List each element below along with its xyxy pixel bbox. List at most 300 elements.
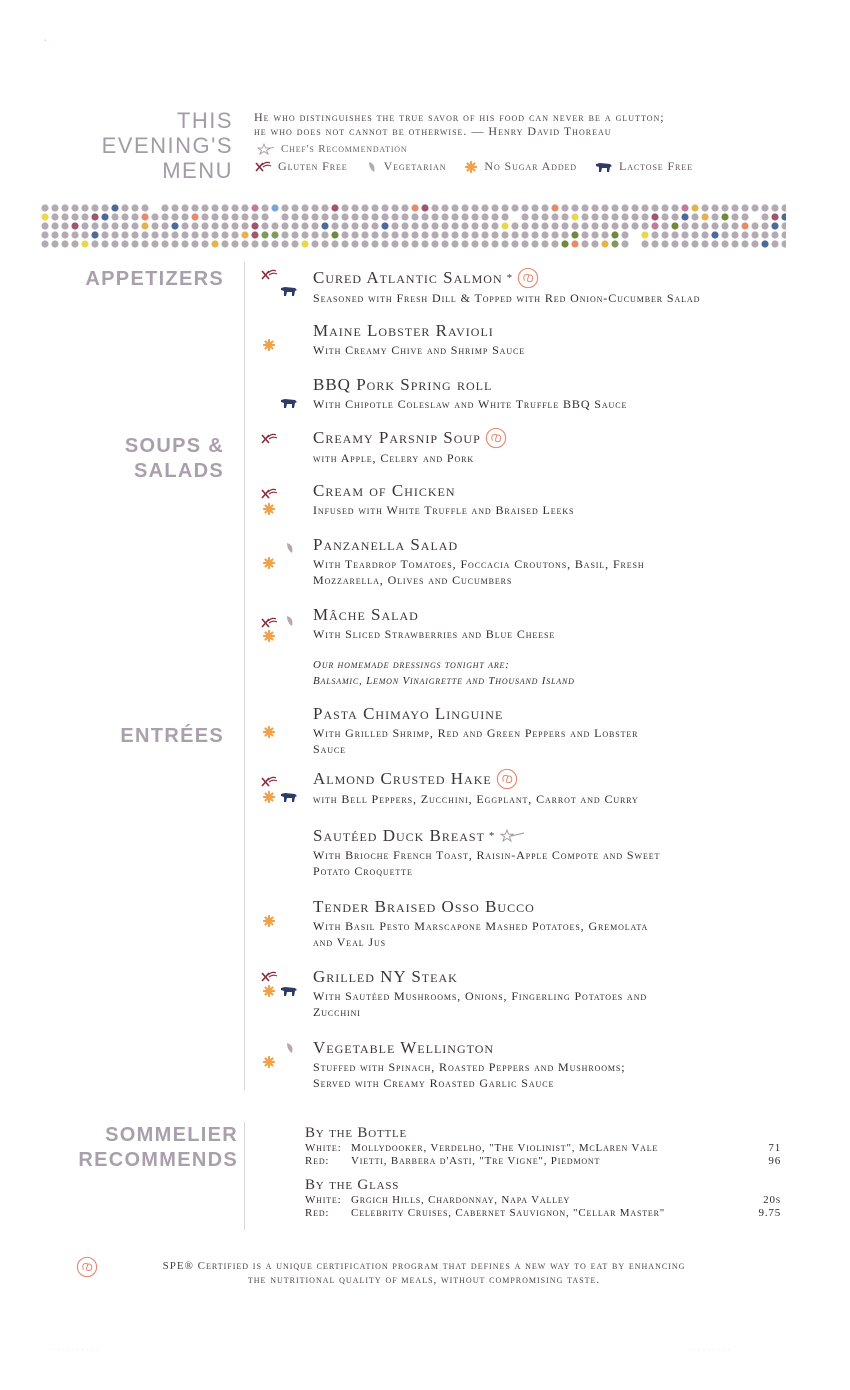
decorative-dot <box>61 213 68 220</box>
decorative-dot <box>541 222 548 229</box>
legend-gluten-free <box>254 159 348 174</box>
item-description-line-2: Mozzarella, Olives and Cucumbers <box>313 573 513 587</box>
decorative-dot <box>211 240 218 247</box>
decorative-dot <box>241 231 248 238</box>
sommelier-heading-line-2: RECOMMENDS <box>78 1149 238 1171</box>
decorative-dot <box>451 231 458 238</box>
decorative-dot <box>421 213 428 220</box>
decorative-dot <box>251 204 258 211</box>
decorative-dot <box>201 222 208 229</box>
item-description-line-1: With Brioche French Toast, Raisin-Apple Compote and Sweet <box>313 848 661 862</box>
no-sugar-flower-icon <box>262 629 276 643</box>
decorative-dot <box>771 204 778 211</box>
decorative-dot <box>41 240 48 247</box>
decorative-dot <box>71 231 78 238</box>
decorative-dot <box>391 231 398 238</box>
no-sugar-flower-icon <box>262 1055 276 1069</box>
decorative-dot <box>771 240 778 247</box>
decorative-dot <box>731 240 738 247</box>
decorative-dot <box>421 204 428 211</box>
decorative-dot <box>701 240 708 247</box>
lactose-free-cow-icon <box>595 160 613 174</box>
menu-item-duck-breast <box>313 826 773 879</box>
decorative-dot <box>781 231 786 238</box>
decorative-dot <box>551 213 558 220</box>
item-description-line-2: Sauce <box>313 742 346 756</box>
decorative-dot <box>171 231 178 238</box>
decorative-dot <box>581 204 588 211</box>
decorative-dot <box>721 231 728 238</box>
chef-label: Chef's Recommendation <box>281 143 408 155</box>
osso-diet-icons <box>260 914 300 948</box>
decorative-dot <box>481 222 488 229</box>
decorative-dot <box>431 231 438 238</box>
vegetarian-leaf-icon <box>366 160 378 174</box>
decorative-dot <box>671 240 678 247</box>
decorative-dot <box>491 240 498 247</box>
decorative-dot <box>121 204 128 211</box>
wine-by-glass <box>305 1176 781 1220</box>
decorative-dot <box>621 204 628 211</box>
decorative-dot <box>241 204 248 211</box>
decorative-dot <box>471 222 478 229</box>
chef-star-icon <box>499 829 525 843</box>
decorative-dot <box>591 222 598 229</box>
decorative-dot <box>521 222 528 229</box>
decorative-dot <box>251 231 258 238</box>
decorative-dot <box>451 213 458 220</box>
item-description-line-1: With Grilled Shrimp, Red and Green Peppers and Lobster <box>313 726 639 740</box>
decorative-dot <box>211 222 218 229</box>
decorative-dot <box>241 213 248 220</box>
decorative-dot <box>691 231 698 238</box>
decorative-dot <box>51 231 58 238</box>
decorative-dot <box>491 231 498 238</box>
decorative-dot <box>251 240 258 247</box>
decorative-dot <box>141 222 148 229</box>
decorative-dot <box>681 231 688 238</box>
decorative-dot <box>231 213 238 220</box>
wine-name: Grgich Hills, Chardonnay, Napa Valley <box>351 1194 571 1206</box>
decorative-dot <box>121 213 128 220</box>
no-sugar-flower-icon <box>262 914 276 928</box>
decorative-dot <box>141 240 148 247</box>
decorative-dot <box>721 204 728 211</box>
wine-price: 96 <box>768 1155 781 1167</box>
decorative-dot <box>61 240 68 247</box>
item-name: BBQ Pork Spring roll <box>313 375 493 394</box>
decorative-dot <box>391 240 398 247</box>
no-sugar-flower-icon <box>262 984 276 998</box>
decorative-dot <box>411 231 418 238</box>
decorative-dot <box>141 231 148 238</box>
chicken-diet-icons <box>260 487 300 521</box>
decorative-dot <box>461 222 468 229</box>
decorative-dot <box>181 204 188 211</box>
dietary-legend <box>254 159 693 174</box>
decorative-dot <box>301 213 308 220</box>
decorative-dot <box>471 204 478 211</box>
decorative-dot <box>741 240 748 247</box>
decorative-dot <box>611 231 618 238</box>
decorative-dot <box>231 222 238 229</box>
decorative-dot <box>401 204 408 211</box>
decorative-dot <box>331 213 338 220</box>
decorative-dot <box>671 204 678 211</box>
decorative-dot <box>471 240 478 247</box>
decorative-dot <box>391 213 398 220</box>
decorative-dot <box>491 204 498 211</box>
decorative-dot <box>771 213 778 220</box>
decorative-dot <box>641 204 648 211</box>
decorative-dot <box>731 222 738 229</box>
panzanella-diet-icons <box>260 541 300 575</box>
decorative-dot <box>541 240 548 247</box>
decorative-dot <box>651 222 658 229</box>
column-divider-top <box>244 262 245 700</box>
decorative-dot <box>551 240 558 247</box>
decorative-dot <box>81 213 88 220</box>
decorative-dot <box>221 222 228 229</box>
dressings-line-2: Balsamic, Lemon Vinaigrette and Thousand Island <box>313 675 575 687</box>
decorative-dot <box>611 222 618 229</box>
decorative-dot <box>61 204 68 211</box>
decorative-dot <box>751 222 758 229</box>
legend-no-sugar-label: No Sugar Added <box>484 159 577 173</box>
decorative-dot <box>581 222 588 229</box>
gluten-free-icon <box>260 775 278 789</box>
decorative-dot <box>551 231 558 238</box>
decorative-dot <box>101 222 108 229</box>
decorative-dot <box>331 222 338 229</box>
decorative-dot <box>401 213 408 220</box>
decorative-dot <box>401 231 408 238</box>
section-appetizers: APPETIZERS <box>85 268 224 290</box>
decorative-dot <box>421 240 428 247</box>
decorative-dot <box>661 213 668 220</box>
decorative-dot <box>91 213 98 220</box>
decorative-dot <box>511 231 518 238</box>
mache-diet-icons <box>260 614 300 648</box>
decorative-dot <box>91 222 98 229</box>
decorative-dot <box>231 231 238 238</box>
item-name: Vegetable Wellington <box>313 1038 495 1057</box>
decorative-dot <box>761 213 768 220</box>
column-divider-wine <box>244 1122 245 1230</box>
decorative-dot <box>281 204 288 211</box>
decorative-dot <box>321 222 328 229</box>
item-name: Tender Braised Osso Bucco <box>313 897 535 916</box>
wine-price: 71 <box>768 1142 781 1154</box>
item-description-line-1: With Teardrop Tomatoes, Foccacia Croutons, Basil, Fresh <box>313 557 645 571</box>
decorative-dot <box>271 231 278 238</box>
decorative-dot <box>621 240 628 247</box>
wine-price: 20s <box>763 1194 781 1206</box>
column-divider-entrees <box>244 700 245 1090</box>
title-line-2: EVENING'S <box>101 133 233 158</box>
decorative-dot <box>501 204 508 211</box>
decorative-dot <box>711 231 718 238</box>
decorative-dot <box>651 231 658 238</box>
item-description-line-1: With Sautéed Mushrooms, Onions, Fingerling Potatoes and <box>313 989 648 1003</box>
decorative-dot <box>581 231 588 238</box>
lactose-free-cow-icon <box>280 984 298 998</box>
title-line-3: MENU <box>162 158 233 183</box>
decorative-dot <box>491 222 498 229</box>
decorative-dot <box>151 231 158 238</box>
decorative-dot <box>71 204 78 211</box>
gluten-free-icon <box>260 487 278 501</box>
decorative-dot <box>781 222 786 229</box>
decorative-dot <box>311 231 318 238</box>
gluten-free-icon <box>260 432 278 446</box>
quote-line-2: he who does not cannot be otherwise. — Henry David Thoreau <box>254 124 612 138</box>
item-name: Almond Crusted Hake <box>313 769 492 788</box>
decorative-dot <box>441 240 448 247</box>
decorative-dot <box>461 231 468 238</box>
decorative-dot <box>521 204 528 211</box>
soups-heading-line-1: SOUPS & <box>124 435 224 457</box>
decorative-dot <box>611 213 618 220</box>
decorative-dot <box>681 240 688 247</box>
decorative-dot <box>361 222 368 229</box>
wine-row <box>305 1155 781 1168</box>
menu-item-vegetable-wellington <box>313 1038 773 1091</box>
decorative-dot <box>391 204 398 211</box>
decorative-dot <box>481 231 488 238</box>
decorative-dot <box>191 222 198 229</box>
decorative-dot <box>181 222 188 229</box>
decorative-dot <box>401 222 408 229</box>
decorative-dot <box>261 231 268 238</box>
decorative-dot <box>201 204 208 211</box>
decorative-dot <box>191 240 198 247</box>
decorative-dot <box>441 213 448 220</box>
decorative-dot <box>311 222 318 229</box>
decorative-dot <box>41 204 48 211</box>
decorative-dot <box>321 240 328 247</box>
decorative-dot <box>541 204 548 211</box>
decorative-dot <box>591 204 598 211</box>
decorative-dot <box>131 231 138 238</box>
decorative-dot <box>231 240 238 247</box>
item-name: Cured Atlantic Salmon <box>313 268 503 287</box>
decorative-dot <box>771 231 778 238</box>
decorative-dot <box>521 213 528 220</box>
decorative-dot <box>531 204 538 211</box>
decorative-dot <box>111 240 118 247</box>
decorative-dot <box>501 231 508 238</box>
title-line-1: THIS <box>176 108 233 133</box>
gluten-free-icon <box>260 616 278 630</box>
decorative-dot <box>761 204 768 211</box>
decorative-dot <box>151 240 158 247</box>
decorative-dot <box>71 222 78 229</box>
decorative-dot <box>751 231 758 238</box>
pasta-diet-icons <box>260 725 300 759</box>
wine-type: Red: <box>305 1207 330 1219</box>
decorative-dot <box>661 240 668 247</box>
decorative-dot <box>641 240 648 247</box>
item-name: Maine Lobster Ravioli <box>313 321 494 340</box>
decorative-dot <box>121 240 128 247</box>
section-entrees: ENTRÉES <box>120 725 224 747</box>
decorative-dot <box>41 222 48 229</box>
decorative-dot <box>401 240 408 247</box>
spe-certified-icon <box>496 768 518 790</box>
decorative-dot <box>301 240 308 247</box>
decorative-dot <box>621 213 628 220</box>
decorative-dot <box>711 204 718 211</box>
decorative-dot <box>531 222 538 229</box>
decorative-dot <box>211 231 218 238</box>
decorative-dot <box>461 213 468 220</box>
legend-lactose-label: Lactose Free <box>618 159 693 173</box>
item-name: Creamy Parsnip Soup <box>313 428 481 447</box>
decorative-dot <box>481 240 488 247</box>
decorative-dot <box>121 222 128 229</box>
decorative-dot <box>351 222 358 229</box>
decorative-dot <box>721 240 728 247</box>
sommelier-heading-line-1: SOMMELIER <box>105 1124 238 1146</box>
item-name: Sautéed Duck Breast <box>313 826 485 845</box>
scan-mark: • . <box>44 36 52 45</box>
spe-certified-icon <box>76 1256 98 1278</box>
decorative-dot <box>641 213 648 220</box>
decorative-dot <box>211 213 218 220</box>
lactose-free-cow-icon <box>280 790 298 804</box>
no-sugar-flower-icon <box>464 160 478 174</box>
decorative-dot <box>41 231 48 238</box>
decorative-dot <box>161 204 168 211</box>
decorative-dot <box>111 204 118 211</box>
decorative-dot <box>171 213 178 220</box>
decorative-dot <box>381 213 388 220</box>
decorative-dot <box>441 204 448 211</box>
menu-item-almond-hake <box>313 768 773 807</box>
decorative-dot <box>261 213 268 220</box>
decorative-dot <box>631 213 638 220</box>
decorative-dot <box>771 222 778 229</box>
wine-price: 9.75 <box>758 1207 781 1219</box>
decorative-dot <box>601 222 608 229</box>
item-description: Infused with White Truffle and Braised Leeks <box>313 503 575 517</box>
lactose-free-cow-icon <box>280 396 298 410</box>
decorative-dot <box>701 204 708 211</box>
menu-item-parsnip-soup <box>313 427 773 466</box>
decorative-dot <box>231 204 238 211</box>
decorative-dot <box>781 240 786 247</box>
parsnip-diet-icons <box>260 432 300 466</box>
menu-item-lobster-ravioli <box>313 321 773 358</box>
vegetarian-leaf-icon <box>284 614 296 628</box>
decorative-dot <box>761 240 768 247</box>
decorative-dot <box>381 240 388 247</box>
wine-bottle-heading: By the Bottle <box>305 1125 408 1141</box>
decorative-dot <box>101 231 108 238</box>
item-description: Seasoned with Fresh Dill & Topped with Red Onion-Cucumber Salad <box>313 291 701 305</box>
decorative-dot <box>331 204 338 211</box>
decorative-dot <box>651 213 658 220</box>
dressings-line-1: Our homemade dressings tonight are: <box>313 659 510 671</box>
item-name: Grilled NY Steak <box>313 967 458 986</box>
decorative-dot <box>381 231 388 238</box>
decorative-dot <box>451 222 458 229</box>
legend-no-sugar <box>464 159 577 174</box>
decorative-dot <box>341 231 348 238</box>
decorative-dot <box>311 204 318 211</box>
soups-heading-line-2: SALADS <box>133 460 224 482</box>
decorative-dot <box>111 231 118 238</box>
decorative-dot <box>571 204 578 211</box>
decorative-dot <box>41 213 48 220</box>
decorative-dot <box>381 222 388 229</box>
decorative-dot <box>351 240 358 247</box>
steak-diet-icons <box>260 970 300 1004</box>
decorative-dot <box>291 222 298 229</box>
decorative-dot <box>541 213 548 220</box>
decorative-dot <box>591 213 598 220</box>
decorative-dot <box>651 204 658 211</box>
decorative-dot <box>501 240 508 247</box>
item-description-line-1: With Basil Pesto Marscapone Mashed Potatoes, Gremolata <box>313 919 649 933</box>
decorative-dot <box>671 222 678 229</box>
decorative-dot <box>251 222 258 229</box>
decorative-dot <box>651 240 658 247</box>
decorative-dot <box>491 213 498 220</box>
decorative-dot <box>451 204 458 211</box>
decorative-dot <box>101 240 108 247</box>
wine-type: Red: <box>305 1155 330 1167</box>
decorative-dot <box>431 240 438 247</box>
decorative-dot <box>171 204 178 211</box>
decorative-dot <box>731 213 738 220</box>
wine-name: Mollydooker, Verdelho, "The Violinist", McLaren Vale <box>351 1142 659 1154</box>
decorative-dot <box>361 231 368 238</box>
decorative-dot <box>201 231 208 238</box>
item-description: With Chipotle Coleslaw and White Truffle BBQ Sauce <box>313 397 628 411</box>
decorative-dot <box>61 231 68 238</box>
decorative-dot <box>661 222 668 229</box>
item-description: With Sliced Strawberries and Blue Cheese <box>313 627 556 641</box>
vegetarian-leaf-icon <box>284 541 296 555</box>
decorative-dot <box>681 222 688 229</box>
decorative-dot <box>561 204 568 211</box>
no-sugar-flower-icon <box>262 556 276 570</box>
item-description-line-2: and Veal Jus <box>313 935 387 949</box>
menu-item-pasta-chimayo <box>313 704 773 757</box>
decorative-dot <box>341 213 348 220</box>
decorative-dot <box>431 222 438 229</box>
decorative-dot <box>51 240 58 247</box>
page-title <box>102 108 233 183</box>
decorative-dot <box>81 204 88 211</box>
thoreau-quote <box>254 110 774 138</box>
decorative-dot <box>191 231 198 238</box>
decorative-dot <box>151 213 158 220</box>
item-description-line-1: Stuffed with Spinach, Roasted Peppers and Mushrooms; <box>313 1060 626 1074</box>
decorative-dot <box>371 213 378 220</box>
decorative-dot <box>661 204 668 211</box>
decorative-dot <box>741 222 748 229</box>
decorative-dot <box>691 213 698 220</box>
decorative-dot <box>351 204 358 211</box>
decorative-dot <box>581 213 588 220</box>
wine-by-bottle <box>305 1124 781 1168</box>
faint-print-mark: · · · · · · · · · <box>688 1345 730 1354</box>
decorative-dot <box>161 231 168 238</box>
decorative-dot <box>321 231 328 238</box>
